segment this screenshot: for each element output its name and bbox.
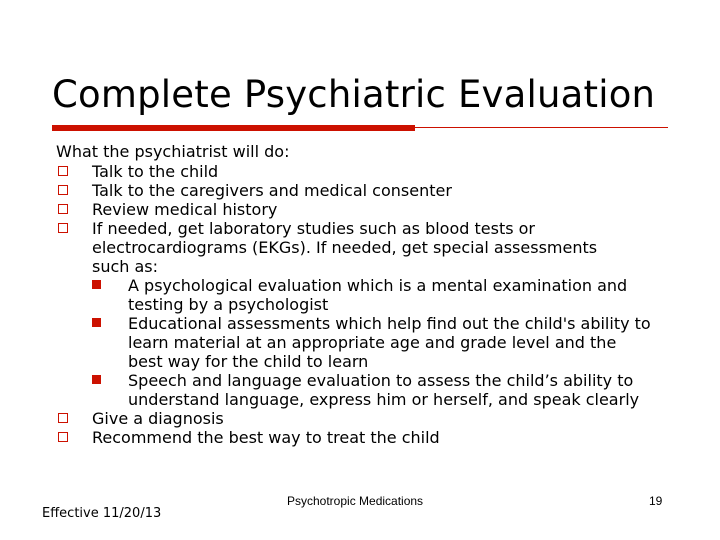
footer-title: Psychotropic Medications (287, 494, 424, 508)
slide-body (56, 142, 686, 447)
bullet-item (56, 219, 686, 276)
bullet-text: Talk to the caregivers and medical consenter (92, 181, 452, 200)
title-underline-thin (415, 127, 668, 128)
footer-effective-date: Effective 11/20/13 (42, 506, 162, 521)
hollow-square-bullet-icon (58, 432, 68, 442)
bullet-item (56, 200, 686, 219)
bullet-text: Talk to the child (92, 162, 219, 181)
bullet-item (56, 162, 686, 181)
hollow-square-bullet-icon (58, 166, 68, 176)
bullet-item (56, 409, 686, 428)
hollow-square-bullet-icon (58, 204, 68, 214)
bullet-item (56, 428, 686, 447)
bullet-item (56, 181, 686, 200)
sub-bullet-text: A psychological evaluation which is a mental examination and testing by a psychologist (128, 276, 628, 314)
bullet-text: Give a diagnosis (92, 409, 224, 428)
hollow-square-bullet-icon (58, 413, 68, 423)
title-underline-thick (52, 125, 415, 131)
slide-title: Complete Psychiatric Evaluation (52, 73, 656, 116)
sub-bullet-item (56, 371, 686, 409)
sub-bullet-text: Educational assessments which help find out the child's ability to learn material at an appropriate age and grade level and the best way for the child to learn (128, 314, 651, 371)
bullet-text: Recommend the best way to treat the child (92, 428, 440, 447)
bullet-text: Review medical history (92, 200, 278, 219)
hollow-square-bullet-icon (58, 185, 68, 195)
lead-text: What the psychiatrist will do: (56, 142, 290, 161)
filled-square-bullet-icon (92, 280, 101, 289)
filled-square-bullet-icon (92, 318, 101, 327)
sub-bullet-item (56, 276, 686, 314)
filled-square-bullet-icon (92, 375, 101, 384)
bullet-text: If needed, get laboratory studies such as blood tests or electrocardiograms (EKGs). If needed, get special assessments such as: (92, 219, 598, 276)
sub-bullet-text: Speech and language evaluation to assess the child’s ability to understand language, express him or herself, and speak clearly (128, 371, 640, 409)
page-number: 19 (649, 494, 663, 508)
hollow-square-bullet-icon (58, 223, 68, 233)
sub-bullet-item (56, 314, 686, 371)
